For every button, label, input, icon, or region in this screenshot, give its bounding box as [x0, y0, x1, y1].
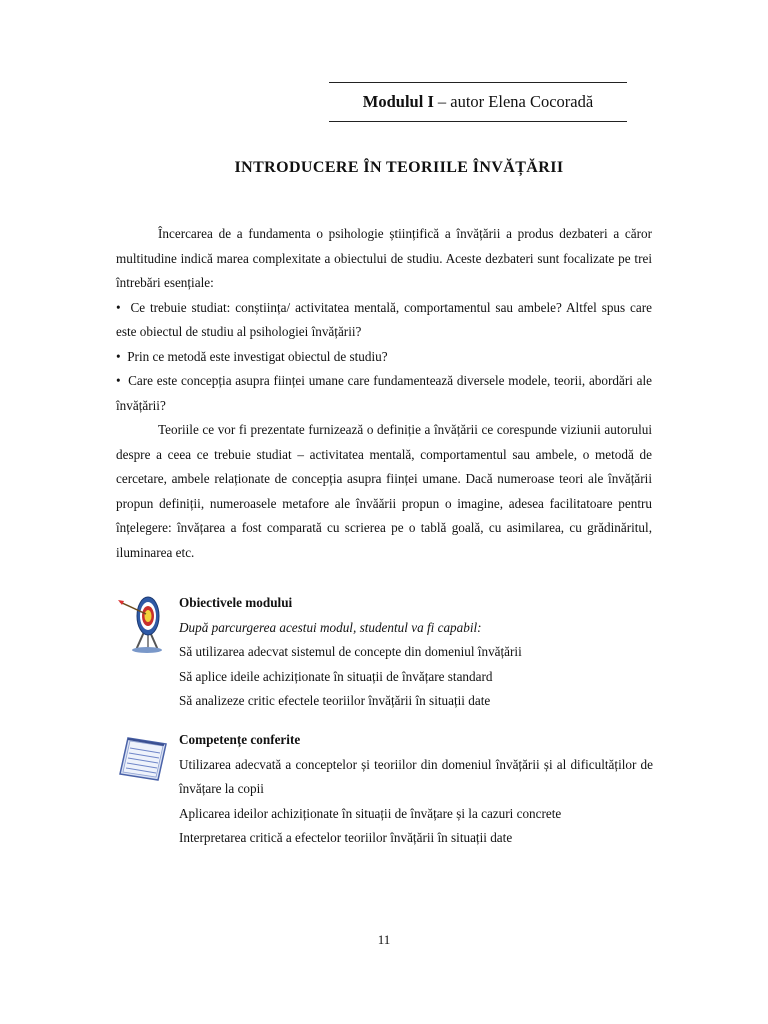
module-label: Modulul I — [362, 92, 434, 111]
bullet-icon: • — [116, 299, 131, 315]
intro-paragraph: Încercarea de a fundamenta o psihologie științifică a învățării a produs dezbateri a căror multitudine indică marea complexitate a obiectului de studiu. Aceste dezbateri sunt focalizate pe trei întrebări esențiale: — [116, 226, 652, 290]
competences-title: Competențe conferite — [179, 732, 301, 747]
bullet-text: Prin ce metodă este investigat obiectul de studiu? — [127, 348, 388, 364]
objectives-section — [179, 591, 653, 714]
notepad-icon — [116, 734, 172, 784]
competence-item: Aplicarea ideilor achiziționate în situații de învățare și la cazuri concrete — [179, 805, 562, 821]
competence-item: Utilizarea adecvată a conceptelor și teoriilor din domeniul învățării și al dificultăților de învățare la copii — [179, 756, 653, 796]
objective-item: Să utilizarea adecvat sistemul de concepte din domeniul învățării — [179, 644, 522, 659]
objective-item: Să analizeze critic efectele teoriilor învățării în situații date — [179, 693, 491, 708]
competence-item: Interpretarea critică a efectelor teoriilor învățării în situații date — [179, 830, 513, 845]
module-header — [329, 82, 627, 122]
bullet-item — [116, 296, 652, 345]
bullet-icon: • — [116, 348, 128, 364]
objectives-subtitle: După parcurgerea acestui modul, studentul va fi capabil: — [179, 619, 482, 635]
bullet-icon: • — [116, 373, 129, 388]
bullet-text: Care este concepția asupra ființei umane care fundamentează diversele modele, teorii, abordări ale învățării? — [116, 373, 652, 413]
objectives-title: Obiectivele modului — [179, 595, 293, 610]
target-icon — [114, 592, 170, 656]
bullet-item — [116, 345, 652, 370]
module-author: – autor Elena Cocoradă — [437, 92, 594, 111]
page-number: 11 — [377, 932, 391, 947]
objective-item: Să aplice ideile achiziționate în situații de învățare standard — [179, 668, 493, 684]
theories-paragraph: Teoriile ce vor fi prezentate furnizează o definiție a învățării ce corespunde viziunii autorului despre a ceea ce trebuie studiat – activitatea mentală, comportamentul sau ambele, o metodă de cercetare, ambele relaționate de concepția asupra ființei umane. Dacă numeroase teori ale învățării propun definiții, numeroasele metafore ale învăării propun o imagine, adesea facilitatoare pentru înțelegere: învățarea a fost comparată cu scrierea pe o tablă goală, cu asimilarea, cu grădinăritul, iluminarea etc. — [116, 422, 652, 560]
bullet-item — [116, 369, 652, 418]
page-title: INTRODUCERE ÎN TEORIILE ÎNVĂȚĂRII — [234, 159, 564, 176]
bullet-text: Ce trebuie studiat: conștiința/ activitatea mentală, comportamentul sau ambele? Altfel spus care este obiectul de studiu al psihologiei învățării? — [116, 299, 652, 339]
competences-section — [179, 728, 653, 851]
body-text — [116, 222, 652, 565]
